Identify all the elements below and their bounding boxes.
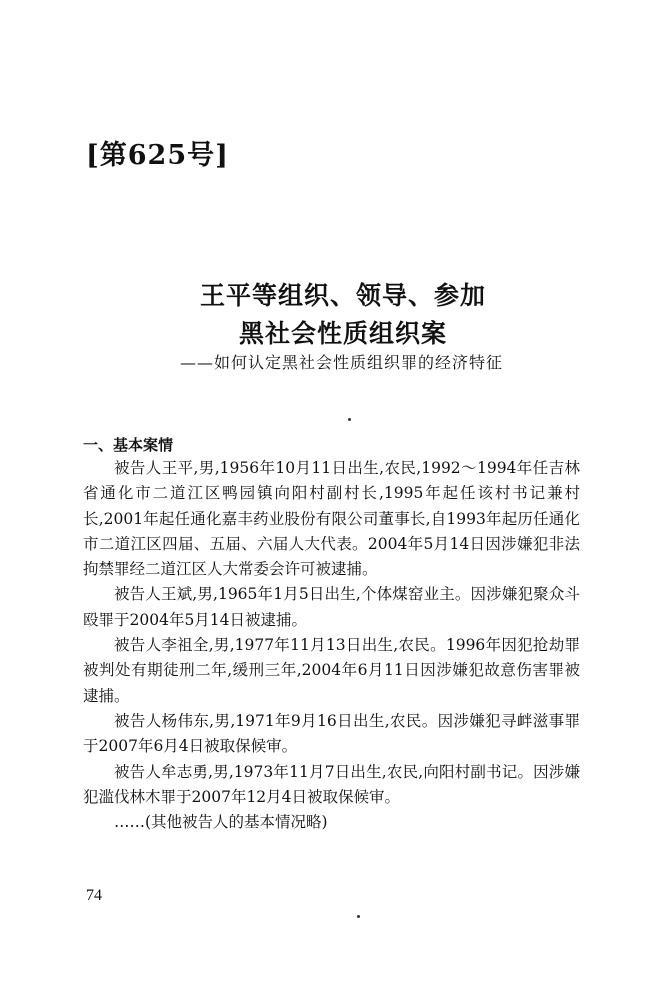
- case-number: [第625号]: [86, 140, 229, 171]
- paragraph-defendant-wang-bin: 被告人王斌,男,1965年1月5日出生,个体煤窑业主。因涉嫌犯聚众斗殴罪于2004年5月14日被逮捕。: [83, 585, 580, 629]
- paragraph-defendant-mou-zhiyong: 被告人牟志勇,男,1973年11月7日出生,农民,向阳村副书记。因涉嫌犯滥伐林木罪于2007年12月4日被取保候审。: [83, 762, 580, 806]
- paragraph-defendant-wang-ping: 被告人王平,男,1956年10月11日出生,农民,1992～1994年任吉林省通化市二道江区鸭园镇向阳村副村长,1995年起任该村书记兼村长,2001年起任通化嘉丰药业股份有限公司董事长,自1993年起历任通化市二道江区四届、五届、六届人大代表。2004年5月14日因涉嫌犯非法拘禁罪经二道江区人大常委会许可被逮捕。: [83, 459, 580, 579]
- page-number: 74: [86, 887, 102, 904]
- section-heading: 一、基本案情: [83, 436, 174, 454]
- title-line-2: 黑社会性质组织案: [238, 319, 447, 348]
- body-text: [83, 456, 580, 835]
- title-line-1: 王平等组织、领导、参加: [199, 281, 486, 310]
- paragraph-others-omitted: ……(其他被告人的基本情况略): [114, 813, 328, 832]
- print-speck: [357, 915, 360, 918]
- subtitle: ——如何认定黑社会性质组织罪的经济特征: [180, 353, 504, 372]
- paragraph-defendant-yang-weidong: 被告人杨伟东,男,1971年9月16日出生,农民。因涉嫌犯寻衅滋事罪于2007年6月4日被取保候审。: [83, 711, 580, 756]
- print-speck: [348, 418, 351, 421]
- paragraph-defendant-li-zuquan: 被告人李祖全,男,1977年11月13日出生,农民。1996年因犯抢劫罪被判处有期徒刑二年,缓刑三年,2004年6月11日因涉嫌犯故意伤害罪被逮捕。: [83, 636, 580, 705]
